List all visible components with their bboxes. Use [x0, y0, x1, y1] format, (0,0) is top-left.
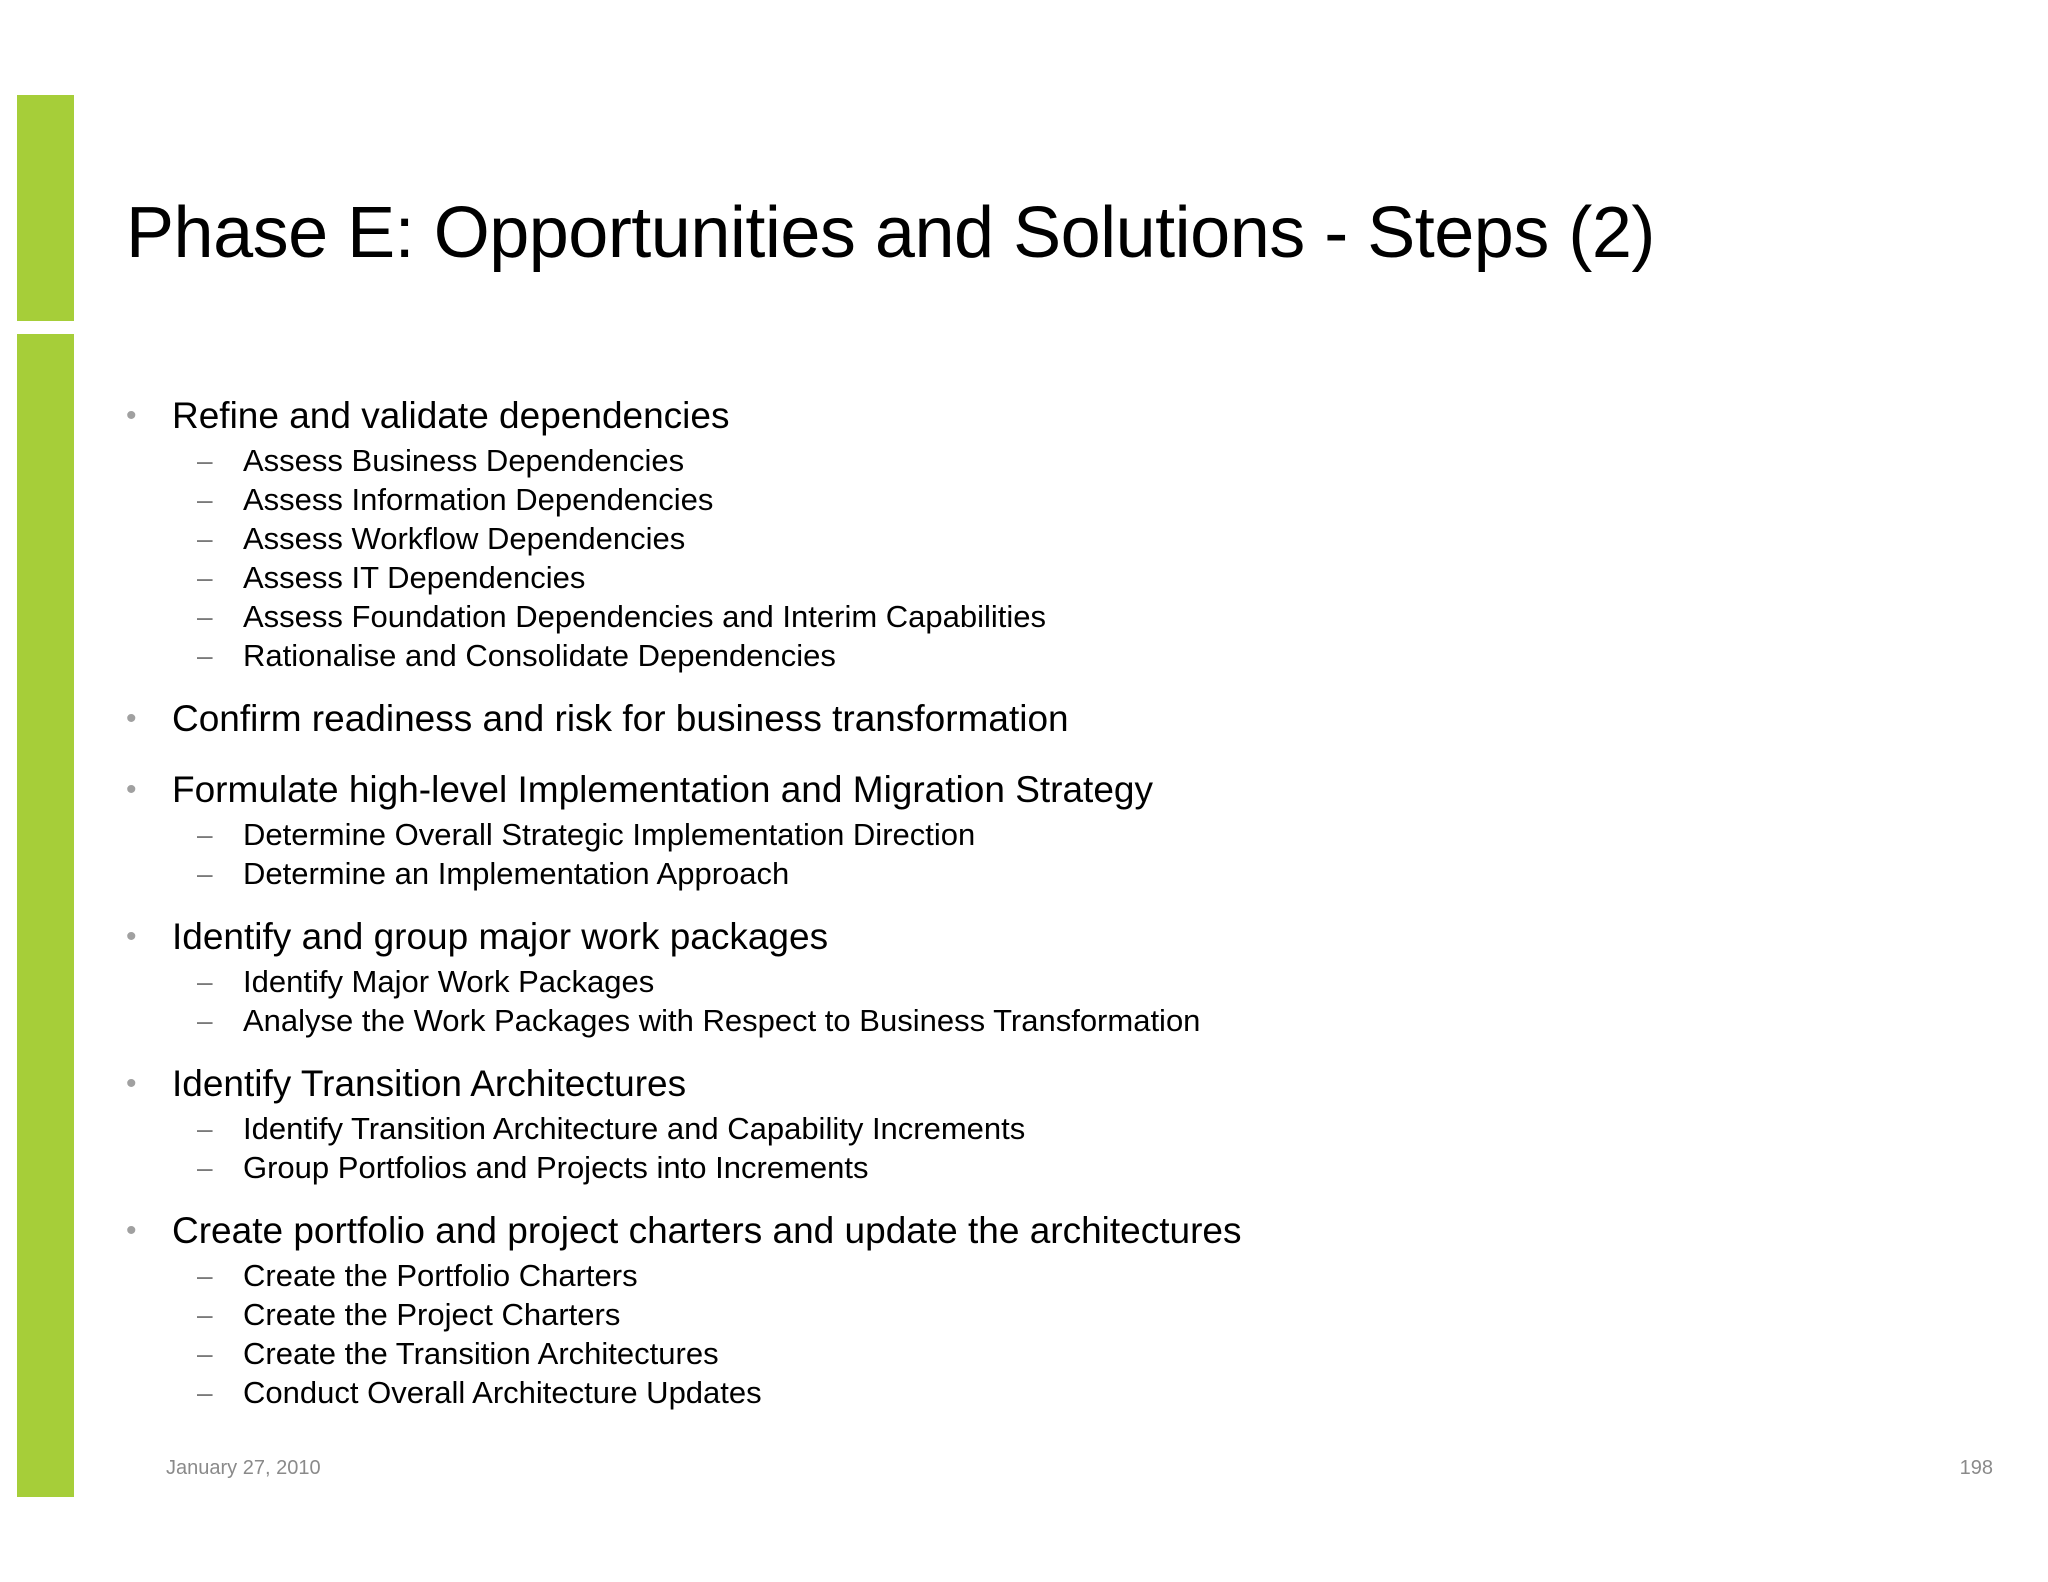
dash-icon: –	[197, 523, 213, 554]
slide-title: Phase E: Opportunities and Solutions - Steps (2)	[126, 193, 1655, 273]
sub-item	[172, 1334, 1926, 1373]
bullet-item-formulate-strategy	[126, 762, 1926, 893]
bullet-item-confirm-readiness	[126, 691, 1926, 746]
sub-item-label: Determine an Implementation Approach	[243, 856, 790, 891]
dash-icon: –	[197, 484, 213, 515]
dash-icon: –	[197, 640, 213, 671]
sub-item-label: Assess Business Dependencies	[243, 443, 685, 478]
sub-item	[172, 854, 1926, 893]
sub-item-label: Create the Portfolio Charters	[243, 1258, 638, 1293]
bullet-label: Confirm readiness and risk for business transformation	[172, 698, 1069, 739]
bullet-item-work-packages	[126, 909, 1926, 1040]
dash-icon: –	[197, 562, 213, 593]
sub-item-label: Identify Major Work Packages	[243, 964, 655, 999]
sub-item	[172, 1256, 1926, 1295]
bullet-icon: •	[126, 773, 137, 806]
bullet-label: Identify and group major work packages	[172, 916, 829, 957]
sub-item-label: Assess Foundation Dependencies and Interim Capabilities	[243, 599, 1047, 634]
sub-item	[172, 1295, 1926, 1334]
dash-icon: –	[197, 601, 213, 632]
sub-item-label: Rationalise and Consolidate Dependencies	[243, 638, 836, 673]
sub-item-label: Assess Workflow Dependencies	[243, 521, 686, 556]
sub-list	[172, 441, 1926, 675]
bullet-icon: •	[126, 399, 137, 432]
sub-item	[172, 1109, 1926, 1148]
bullet-icon: •	[126, 702, 137, 735]
dash-icon: –	[197, 445, 213, 476]
accent-bar-top	[17, 95, 74, 321]
bullet-item-refine-dependencies	[126, 388, 1926, 675]
sub-list	[172, 815, 1926, 893]
sub-item	[172, 1148, 1926, 1187]
bullet-list	[126, 388, 1926, 1412]
dash-icon: –	[197, 1338, 213, 1369]
sub-list	[172, 1256, 1926, 1412]
sub-item	[172, 962, 1926, 1001]
sub-item-label: Create the Project Charters	[243, 1297, 621, 1332]
sub-item	[172, 597, 1926, 636]
sub-item	[172, 441, 1926, 480]
page-number: 198	[1959, 1457, 1993, 1479]
sub-item	[172, 1001, 1926, 1040]
accent-bar-bottom	[17, 334, 74, 1497]
dash-icon: –	[197, 1005, 213, 1036]
dash-icon: –	[197, 1299, 213, 1330]
bullet-label: Formulate high-level Implementation and Migration Strategy	[172, 769, 1153, 810]
sub-list	[172, 1109, 1926, 1187]
footer-date: January 27, 2010	[166, 1457, 321, 1479]
sub-item-label: Create the Transition Architectures	[243, 1336, 719, 1371]
sub-item-label: Assess Information Dependencies	[243, 482, 714, 517]
sub-item	[172, 519, 1926, 558]
dash-icon: –	[197, 819, 213, 850]
bullet-icon: •	[126, 1067, 137, 1100]
bullet-icon: •	[126, 920, 137, 953]
sub-item	[172, 480, 1926, 519]
sub-item-label: Assess IT Dependencies	[243, 560, 586, 595]
dash-icon: –	[197, 1377, 213, 1408]
sub-item-label: Analyse the Work Packages with Respect to Business Transformation	[243, 1003, 1201, 1038]
bullet-label: Refine and validate dependencies	[172, 395, 730, 436]
sub-list	[172, 962, 1926, 1040]
dash-icon: –	[197, 966, 213, 997]
dash-icon: –	[197, 1260, 213, 1291]
bullet-item-charters	[126, 1203, 1926, 1412]
sub-item-label: Group Portfolios and Projects into Increments	[243, 1150, 869, 1185]
sub-item-label: Determine Overall Strategic Implementation Direction	[243, 817, 976, 852]
bullet-label: Identify Transition Architectures	[172, 1063, 687, 1104]
sub-item-label: Identify Transition Architecture and Capability Increments	[243, 1111, 1026, 1146]
bullet-item-transition-architectures	[126, 1056, 1926, 1187]
sub-item	[172, 558, 1926, 597]
bullet-label: Create portfolio and project charters and update the architectures	[172, 1210, 1242, 1251]
dash-icon: –	[197, 1113, 213, 1144]
dash-icon: –	[197, 1152, 213, 1183]
sub-item	[172, 1373, 1926, 1412]
bullet-icon: •	[126, 1214, 137, 1247]
sub-item	[172, 815, 1926, 854]
sub-item-label: Conduct Overall Architecture Updates	[243, 1375, 762, 1410]
sub-item	[172, 636, 1926, 675]
dash-icon: –	[197, 858, 213, 889]
